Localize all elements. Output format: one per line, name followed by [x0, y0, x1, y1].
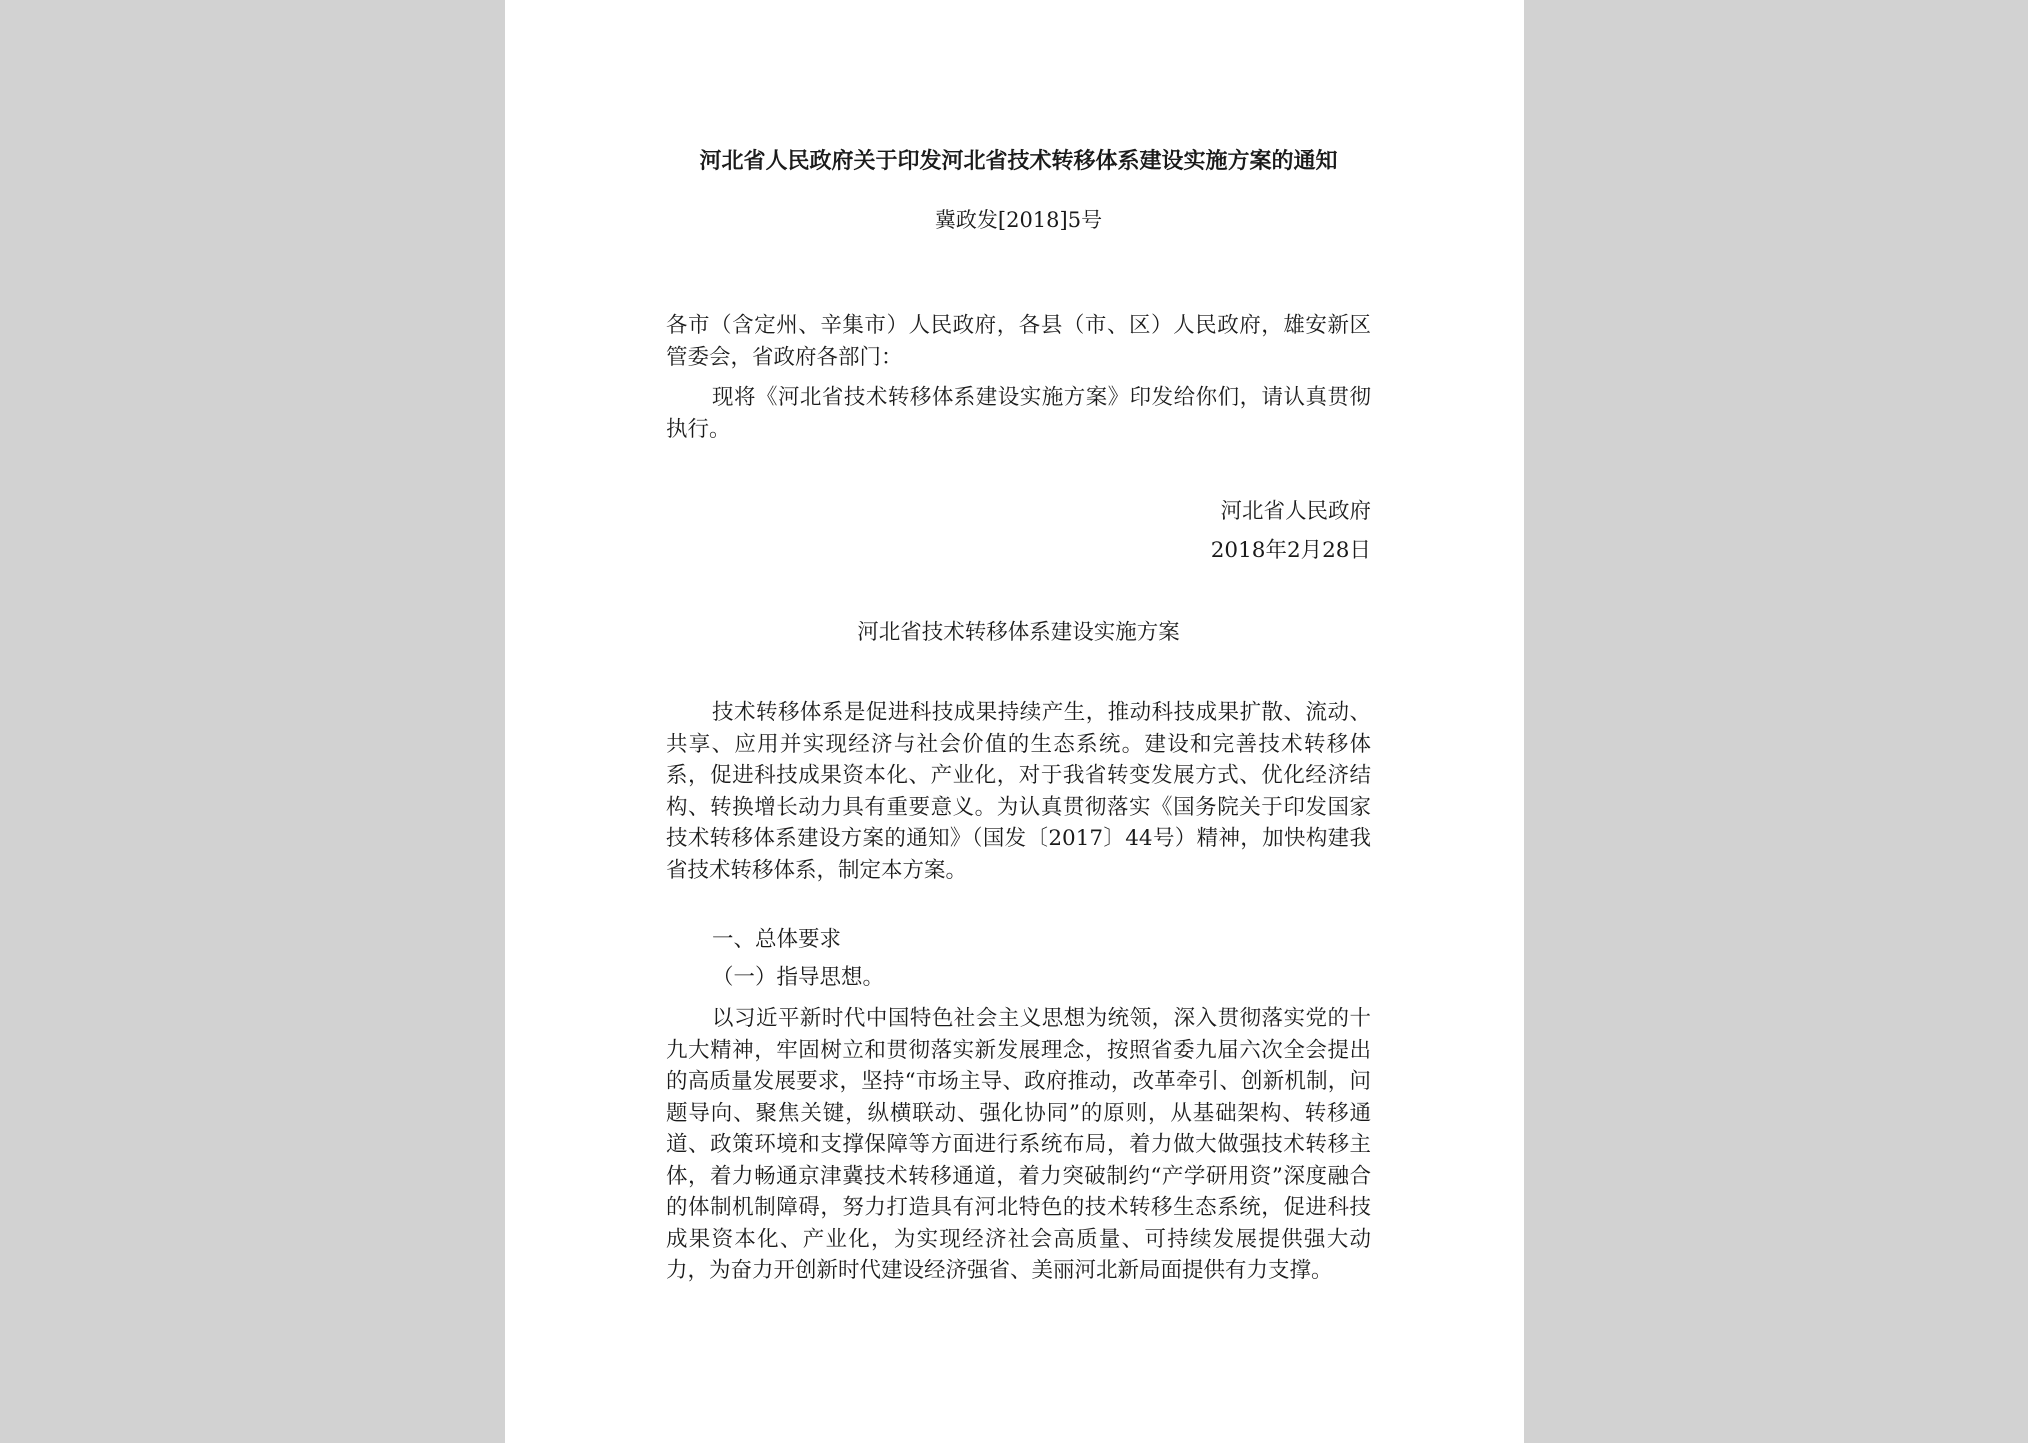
section-heading: 一、总体要求	[712, 927, 842, 952]
document-title: 河北省人民政府关于印发河北省技术转移体系建设实施方案的通知	[699, 148, 1338, 174]
document-number: 冀政发[2018]5号	[934, 208, 1103, 232]
issue-date: 2018年2月28日	[1210, 538, 1371, 563]
intro-paragraph: 现将《河北省技术转移体系建设实施方案》印发给你们，请认真贯彻执行。	[666, 385, 1371, 442]
guiding-principles-paragraph: 以习近平新时代中国特色社会主义思想为统领，深入贯彻落实党的十九大精神，牢固树立和贯彻落实新发展理念，按照省委九届六次全会提出的高质量发展要求，坚持“市场主导、政府推动，改革牵引、创新机制，问题导向、聚焦关键，纵横联动、强化协同”的原则，从基础架构、转移通道、政策环境和支撑保障等方面进行系统布局，着力做大做强技术转移主体，着力畅通京津冀技术转移通道，着力突破制约“产学研用资”深度融合的体制机制障碍，努力打造具有河北特色的技术转移生态系统，促进科技成果资本化、产业化，为实现经济社会高质量、可持续发展提供强大动力，为奋力开创新时代建设经济强省、美丽河北新局面提供有力支撑。	[666, 1006, 1371, 1283]
plan-title: 河北省技术转移体系建设实施方案	[857, 620, 1180, 645]
issuer-signature: 河北省人民政府	[1220, 499, 1371, 524]
subsection-heading: （一）指导思想。	[712, 965, 885, 990]
preamble-paragraph: 技术转移体系是促进科技成果持续产生，推动科技成果扩散、流动、共享、应用并实现经济与社会价值的生态系统。建设和完善技术转移体系，促进科技成果资本化、产业化，对于我省转变发展方式、优化经济结构、转换增长动力具有重要意义。为认真贯彻落实《国务院关于印发国家技术转移体系建设方案的通知》（国发〔2017〕44号）精神，加快构建我省技术转移体系，制定本方案。	[666, 700, 1371, 883]
addressee-paragraph: 各市（含定州、辛集市）人民政府，各县（市、区）人民政府，雄安新区管委会，省政府各部门：	[666, 313, 1371, 370]
document-page	[505, 0, 1524, 1443]
